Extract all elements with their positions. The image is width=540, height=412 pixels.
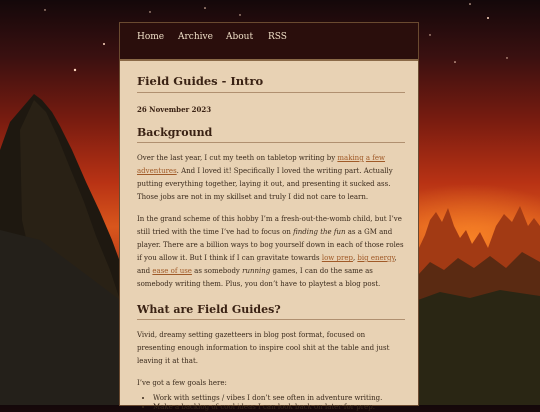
nav-archive-link[interactable]: Archive: [178, 32, 213, 42]
background-paragraph-2: [137, 213, 405, 291]
post-date: 26 November 2023: [137, 105, 212, 114]
blog-page: [120, 23, 418, 411]
text-run: In the grand scheme of this hobby I’m a fresh-out-the-womb child, but I’ve still tried with the time I’ve had to focus on: [137, 215, 402, 236]
text-run: ,: [352, 254, 358, 262]
text-run: as a GM and player. There are a billion ways to bog yourself down in each of those roles if you allow it. But I think if I can gravitate towards: [137, 228, 404, 262]
field-guides-paragraph-2: I’ve got a few goals here:: [137, 379, 227, 387]
emphasis-text: running: [242, 267, 271, 275]
list-item: • Make a backlog of cool ideas I can look back on later for prep.: [153, 403, 405, 412]
section-heading-background: Background: [137, 126, 405, 143]
nav-rss-link[interactable]: RSS: [268, 32, 287, 42]
background-paragraph-1: [137, 152, 405, 204]
text-run: games, I can do the same as somebody writing them. Plus, you don’t have to playtest a blog post.: [137, 267, 381, 288]
emphasis-text: finding the fun: [293, 228, 346, 236]
ease-of-use-link[interactable]: ease of use: [152, 267, 192, 275]
text-run: as somebody: [191, 267, 243, 275]
top-navigation: [120, 23, 418, 61]
nav-about-link[interactable]: About: [226, 32, 254, 42]
post-content: [137, 74, 405, 412]
field-guides-paragraph-1: Vivid, dreamy setting gazetteers in blog post format, focused on presenting enough information to inspire cool shit at the table and just leaving it at that.: [137, 331, 390, 365]
text-run: , and: [137, 254, 397, 275]
text-run: . And I loved it! Specifically I loved the writing part. Actually putting everything together, laying it out, and presenting it sucked ass. Those jobs are not in my skillset and truly I did not care to learn.: [137, 167, 393, 201]
text-run: Over the last year, I cut my teeth on tabletop writing by: [137, 154, 338, 162]
low-prep-link[interactable]: low prep: [321, 254, 353, 262]
section-heading-field-guides: What are Field Guides?: [137, 303, 405, 320]
making-link[interactable]: making: [337, 154, 364, 162]
post-title: Field Guides - Intro: [137, 74, 405, 93]
ground-right: [418, 290, 540, 405]
nav-home-link[interactable]: Home: [137, 32, 165, 42]
big-energy-link[interactable]: big energy: [357, 254, 395, 262]
list-item: • Work with settings / vibes I don’t see often in adventure writing.: [153, 394, 405, 403]
goals-list: [137, 394, 405, 412]
a-few-adventures-link[interactable]: a few adventures: [137, 154, 386, 175]
